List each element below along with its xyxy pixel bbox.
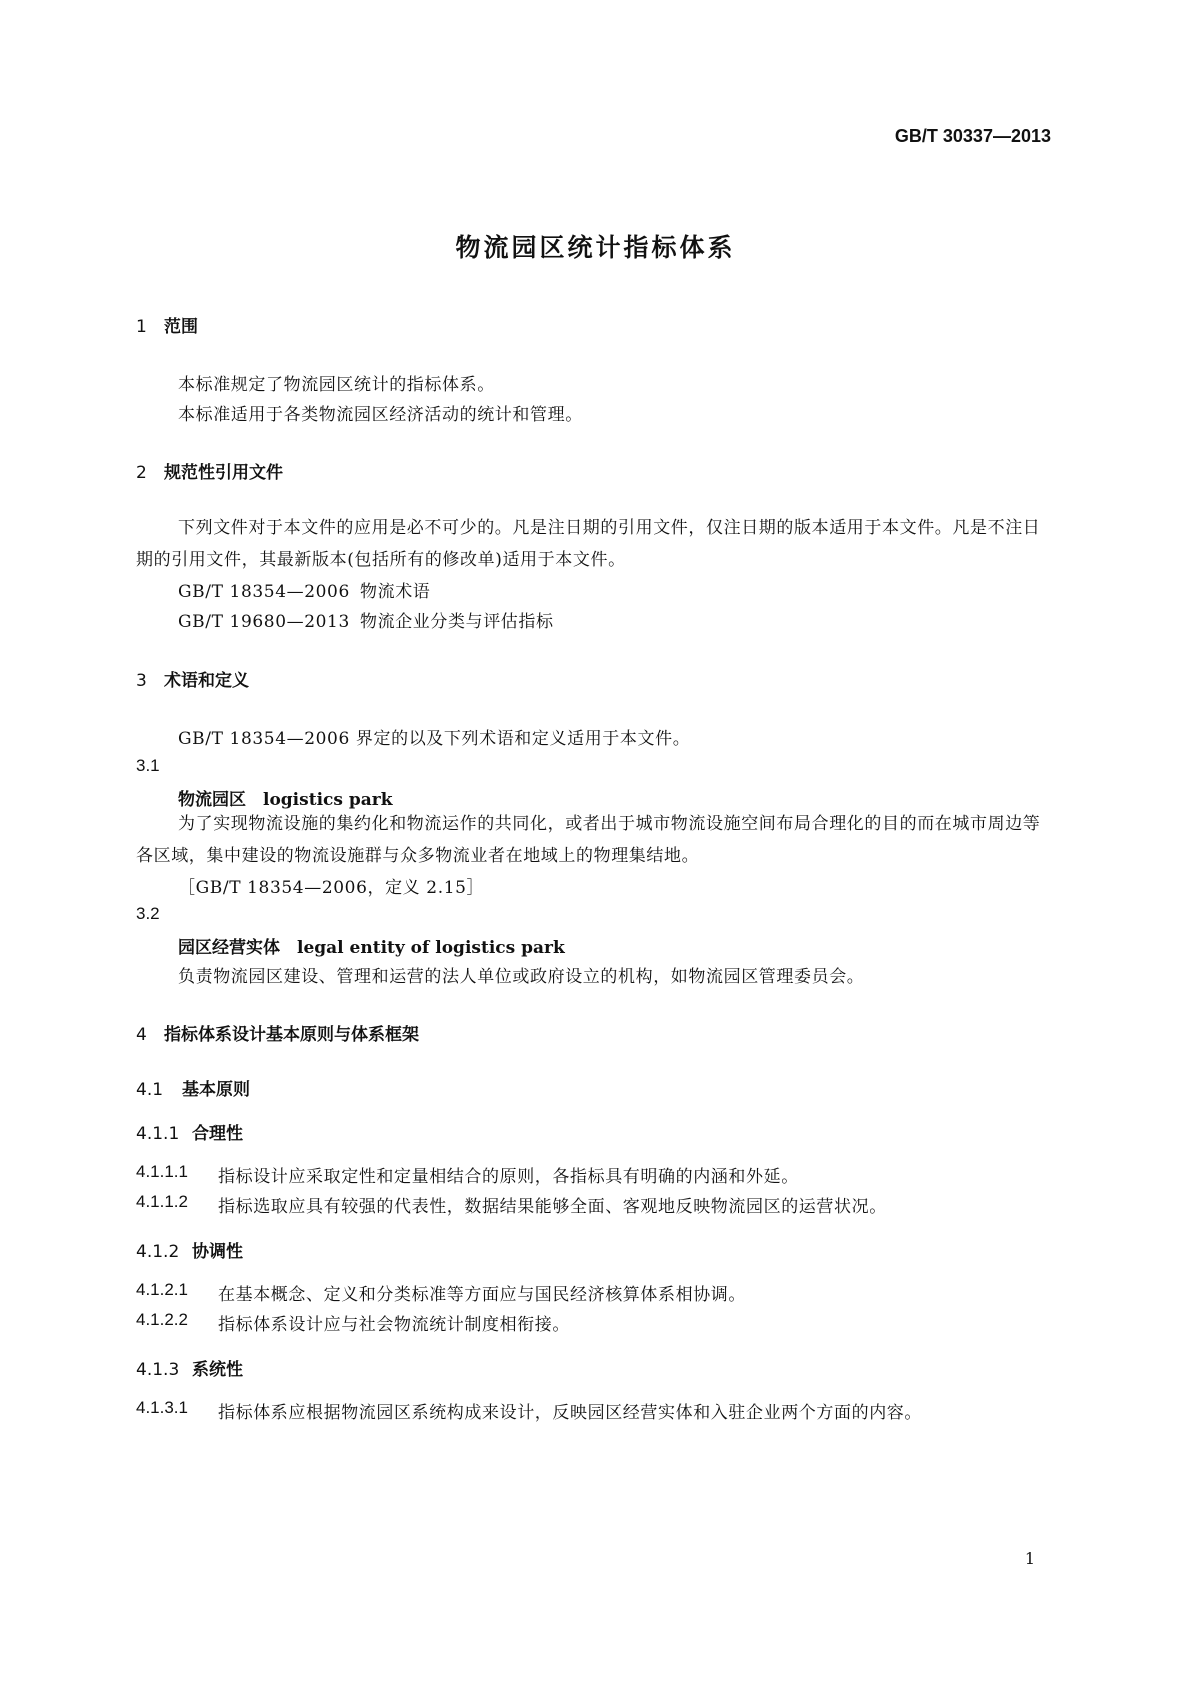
reference-code: GB/T 19680—2013 xyxy=(178,612,350,632)
section-title: 范围 xyxy=(164,317,198,337)
page-number: 1 xyxy=(1024,1549,1035,1568)
normative-reference xyxy=(178,607,554,632)
subsection-number: 4.1.3 xyxy=(136,1360,180,1380)
term-definition: 负责物流园区建设、管理和运营的法人单位或政府设立的机构，如物流园区管理委员会。 xyxy=(178,967,865,987)
subsection-heading xyxy=(136,1237,243,1262)
clause-number: 4.1.2.1 xyxy=(136,1280,188,1299)
paragraph: 本标准适用于各类物流园区经济活动的统计和管理。 xyxy=(178,405,583,425)
subsection-number: 4.1.1 xyxy=(136,1124,180,1144)
section-number: 2 xyxy=(136,463,147,483)
section-3-heading xyxy=(136,666,249,691)
document-title: 物流园区统计指标体系 xyxy=(455,233,736,262)
section-number: 4 xyxy=(136,1025,147,1045)
clause-text: 在基本概念、定义和分类标准等方面应与国民经济核算体系相协调。 xyxy=(218,1285,746,1305)
clause-number: 4.1.3.1 xyxy=(136,1398,188,1417)
term-source: ［GB/T 18354—2006，定义 2.15］ xyxy=(178,878,485,898)
section-2-heading xyxy=(136,458,283,483)
section-1-heading xyxy=(136,312,198,337)
subsection-heading xyxy=(136,1119,243,1144)
section-title: 术语和定义 xyxy=(164,671,249,691)
paragraph: GB/T 18354—2006 界定的以及下列术语和定义适用于本文件。 xyxy=(178,729,691,749)
subsection-title: 系统性 xyxy=(192,1360,243,1380)
clause-text: 指标设计应采取定性和定量相结合的原则，各指标具有明确的内涵和外延。 xyxy=(218,1167,799,1187)
normative-reference xyxy=(178,577,430,602)
standard-code: GB/T 30337—2013 xyxy=(894,126,1051,146)
section-number: 3 xyxy=(136,671,147,691)
clause-number: 4.1.2.2 xyxy=(136,1310,188,1329)
section-4-heading xyxy=(136,1020,419,1045)
subsection-heading xyxy=(136,1355,243,1380)
clause-text: 指标体系设计应与社会物流统计制度相衔接。 xyxy=(218,1315,570,1335)
term-number: 3.2 xyxy=(136,904,160,923)
term-number: 3.1 xyxy=(136,756,160,775)
paragraph: 本标准规定了物流园区统计的指标体系。 xyxy=(178,375,495,395)
term-title: 物流园区 logistics park xyxy=(178,790,393,810)
term-definition: 为了实现物流设施的集约化和物流运作的共同化，或者出于城市物流设施空间布局合理化的目的而在城市周边等各区域，集中建设的物流设施群与众多物流业者在地域上的物理集结地。 xyxy=(136,814,1041,866)
section-title: 指标体系设计基本原则与体系框架 xyxy=(164,1025,419,1045)
subsection-title: 合理性 xyxy=(192,1124,243,1144)
paragraph: 下列文件对于本文件的应用是必不可少的。凡是注日期的引用文件，仅注日期的版本适用于本文件。凡是不注日期的引用文件，其最新版本(包括所有的修改单)适用于本文件。 xyxy=(136,518,1041,570)
term-title: 园区经营实体 legal entity of logistics park xyxy=(178,938,565,958)
subsection-number: 4.1 xyxy=(136,1080,164,1100)
section-number: 1 xyxy=(136,317,147,337)
reference-code: GB/T 18354—2006 xyxy=(178,582,350,602)
clause-text: 指标选取应具有较强的代表性，数据结果能够全面、客观地反映物流园区的运营状况。 xyxy=(218,1197,887,1217)
clause-number: 4.1.1.2 xyxy=(136,1192,188,1211)
subsection-title: 协调性 xyxy=(192,1242,243,1262)
clause-number: 4.1.1.1 xyxy=(136,1162,188,1181)
subsection-heading xyxy=(136,1075,250,1100)
subsection-number: 4.1.2 xyxy=(136,1242,180,1262)
section-title: 规范性引用文件 xyxy=(164,463,283,483)
subsection-title: 基本原则 xyxy=(182,1080,250,1100)
clause-text: 指标体系应根据物流园区系统构成来设计，反映园区经营实体和入驻企业两个方面的内容。 xyxy=(218,1403,922,1423)
reference-title: 物流术语 xyxy=(360,582,431,602)
reference-title: 物流企业分类与评估指标 xyxy=(360,612,554,632)
